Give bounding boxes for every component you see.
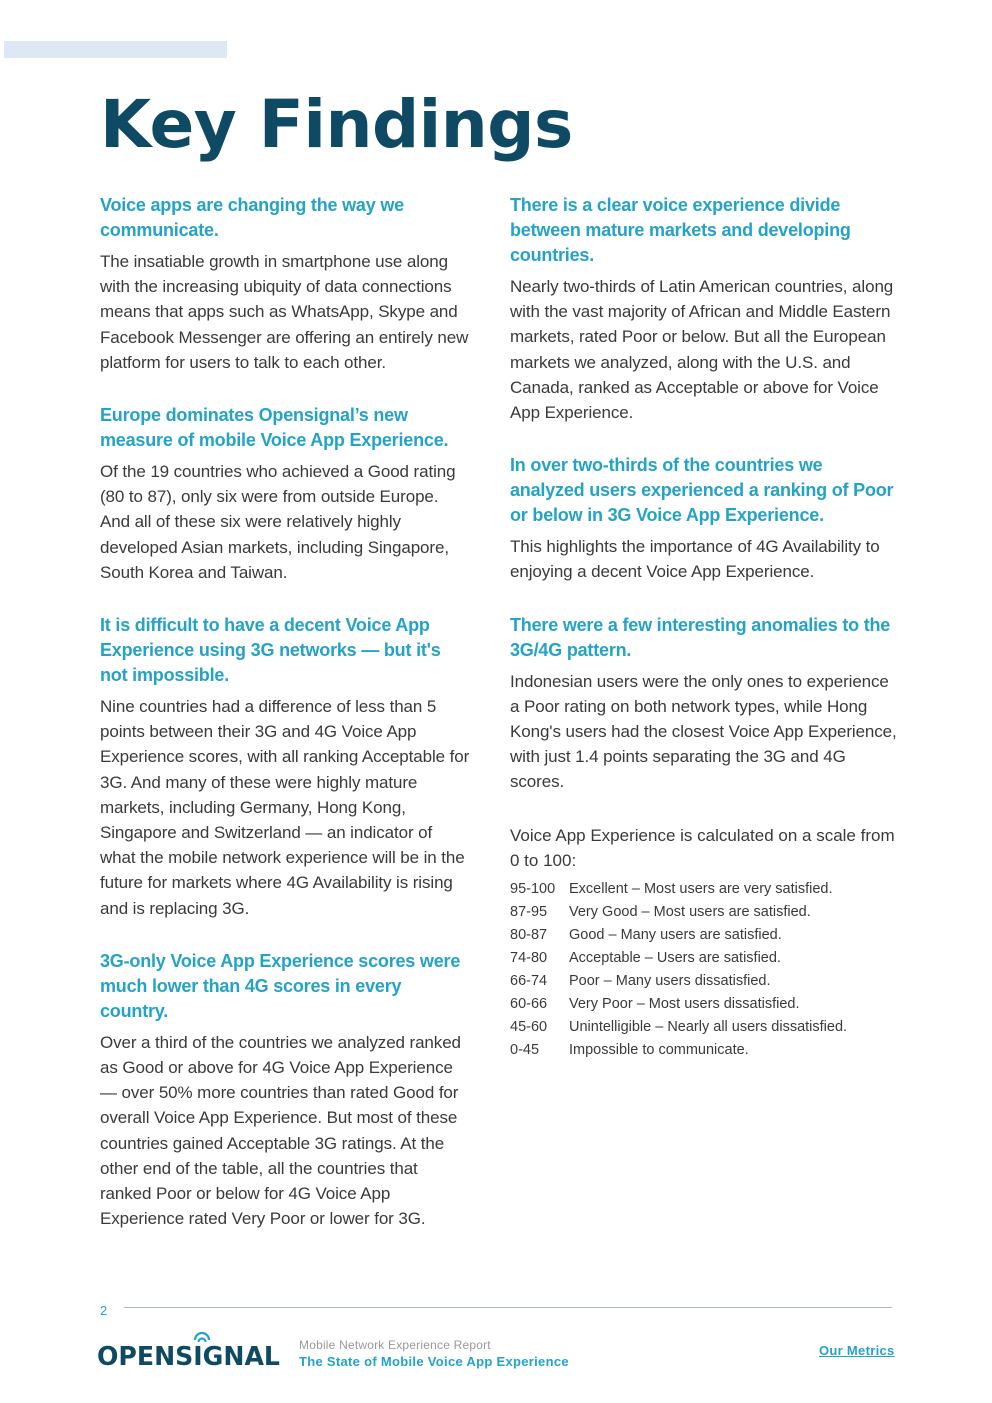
scale-range: 80-87 [510,926,548,943]
finding-body: Of the 19 countries who achieved a Good rating (80 to 87), only six were from outside Europe. And all of these six were relatively highly developed Asian markets, including Singapore, South Korea and Taiwan. [100,462,456,582]
finding-heading: It is difficult to have a decent Voice App Experience using 3G networks — but it's not impossible. [100,615,441,686]
finding-section [100,403,472,585]
finding-section [510,453,900,584]
scale-range: 45-60 [510,1018,548,1035]
finding-section [100,613,472,921]
scale-row [510,992,847,1015]
finding-body: Nearly two-thirds of Latin American countries, along with the vast majority of African and Middle Eastern markets, rated Poor or below. But all the European markets we analyzed, along with the U.S. and Canada, ranked as Acceptable or above for Voice App Experience. [510,277,894,423]
left-column [100,193,472,1259]
finding-body: Nine countries had a difference of less than 5 points between their 3G and 4G Voice App Experience scores, with all ranking Acceptable for 3G. And many of these were highly mature markets, including Germany, Hong Kong, Singapore and Switzerland — an indicator of what the mobile network experience will be in the future for markets where 4G Availability is rising and is replacing 3G. [100,697,470,918]
scale-row [510,923,847,946]
finding-section [510,613,900,795]
scale-range: 87-95 [510,903,548,920]
report-title: The State of Mobile Voice App Experience [299,1354,569,1369]
finding-body: Indonesian users were the only ones to experience a Poor rating on both network types, while Hong Kong's users had the closest Voice App Experience, with just 1.4 points separating the 3G and 4G scores. [510,671,897,792]
scale-description: Very Good – Most users are satisfied. [569,903,811,920]
page-number: 2 [100,1303,108,1318]
scale-description: Very Poor – Most users dissatisfied. [569,995,800,1012]
scale-description: Unintelligible – Nearly all users dissatisfied. [569,1018,848,1035]
finding-section [100,949,472,1232]
scale-row [510,946,847,969]
scale-range: 95-100 [510,880,556,897]
scale-description: Acceptable – Users are satisfied. [569,949,781,966]
scale-description: Excellent – Most users are very satisfied. [569,880,833,897]
finding-heading: Voice apps are changing the way we communicate. [100,195,404,240]
scale-row [510,1038,847,1061]
finding-heading: There is a clear voice experience divide between mature markets and developing countries. [510,195,851,265]
scale-range: 60-66 [510,995,548,1012]
scale-description: Poor – Many users dissatisfied. [569,972,771,989]
footer-divider [124,1307,892,1308]
finding-body: This highlights the importance of 4G Availability to enjoying a decent Voice App Experience. [510,537,880,582]
logo-text: OPENSIGNAL [97,1342,280,1371]
our-metrics-link[interactable]: Our Metrics [819,1343,895,1358]
finding-heading: There were a few interesting anomalies to the 3G/4G pattern. [510,614,891,660]
scale-range: 74-80 [510,949,548,966]
scale-row [510,877,847,900]
finding-body: The insatiable growth in smartphone use along with the increasing ubiquity of data connections means that apps such as WhatsApp, Skype and Facebook Messenger are offering an entirely new platform for users to talk to each other. [100,252,469,372]
scale-description: Impossible to communicate. [569,1041,749,1058]
page-title: Key Findings [100,86,573,163]
opensignal-logo [97,1331,287,1371]
scale-description: Good – Many users are satisfied. [569,926,782,943]
report-label: Mobile Network Experience Report [299,1338,491,1352]
scale-intro: Voice App Experience is calculated on a scale from 0 to 100: [510,825,895,870]
scale-row [510,900,847,923]
finding-heading: In over two-thirds of the countries we analyzed users experienced a ranking of Poor or below in 3G Voice App Experience. [510,455,894,526]
top-accent-bar [4,41,227,58]
finding-section [510,193,900,425]
scale-range: 0-45 [510,1041,540,1058]
finding-heading: Europe dominates Opensignal’s new measure of mobile Voice App Experience. [100,405,449,451]
finding-body: Over a third of the countries we analyzed ranked as Good or above for 4G Voice App Experience — over 50% more countries than rated Good for overall Voice App Experience. But most of these countries gained Acceptable 3G ratings. At the other end of the table, all the countries that ranked Poor or below for 4G Voice App Experience rated Very Poor or lower for 3G. [100,1032,461,1229]
finding-heading: 3G-only Voice App Experience scores were much lower than 4G scores in every country. [100,950,461,1021]
scale-range: 66-74 [510,972,548,989]
right-column [510,193,900,1061]
finding-section [100,193,472,375]
scale-row [510,1015,847,1038]
scale-row [510,969,847,992]
scale-table [510,877,847,1061]
